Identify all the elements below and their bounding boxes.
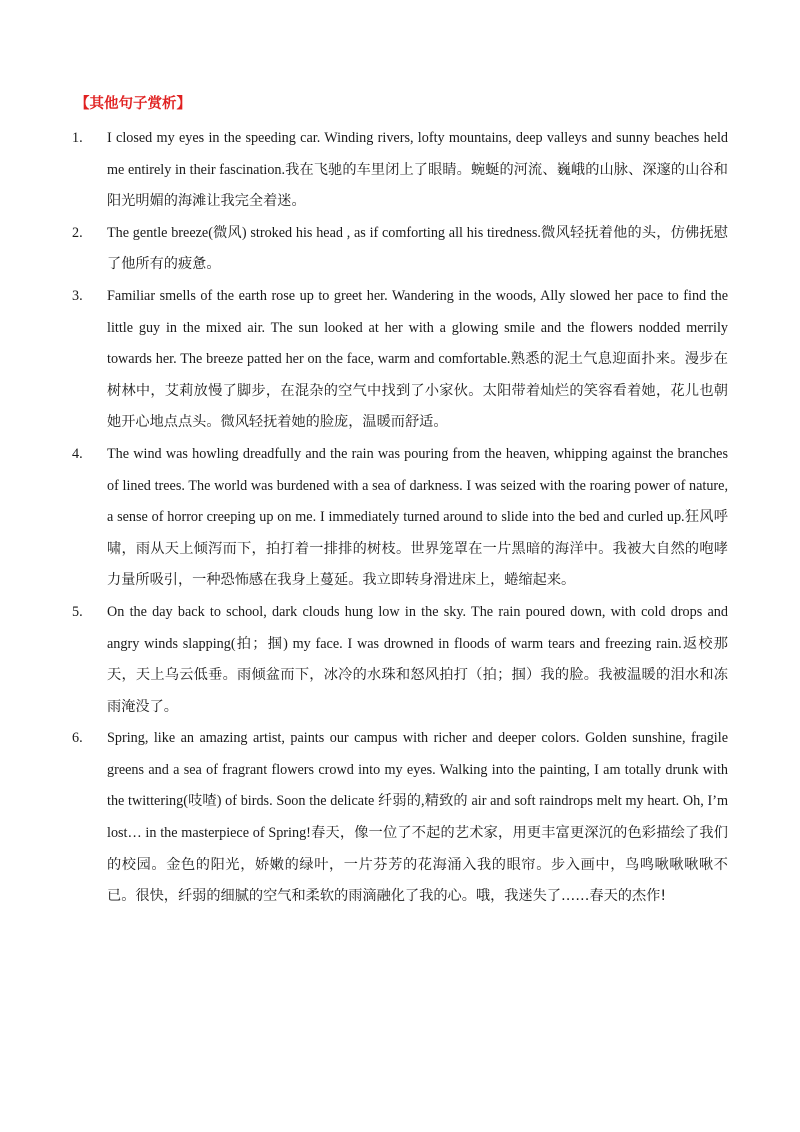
chinese-translation: 微风轻抚着他的头，仿佛抚慰了他所有的疲惫。 [107,224,728,273]
item-number: 3. [72,287,83,304]
english-sentence: On the day back to school, dark clouds hung low in the sky. The rain poured down, with cold drops and angry winds slapping(拍；掴) my face. I was drowned in floods of warm tears and freezing rain. [107,603,728,652]
item-number: 6. [72,730,83,747]
chinese-translation: 返校那天，天上乌云低垂。雨倾盆而下，冰冷的水珠和怒风拍打（拍；掴）我的脸。我被温暖的泪水和冻雨淹没了。 [107,635,728,715]
item-number: 1. [72,130,83,146]
english-sentence: Spring, like an amazing artist, paints our campus with richer and deeper colors. Golden sunshine, fragile greens and a sea of fragrant flowers crowd into my eyes. Walking into the painting, I am totally drunk with the twittering(吱喳) of birds. Soon the delicate 纤弱的,精致的 air and soft raindrops melt my heart. Oh, I’m lost… in the masterpiece of Spring! [107,730,728,842]
chinese-translation: 春天，像一位了不起的艺术家，用更丰富更深沉的色彩描绘了我们的校园。金色的阳光，娇嫩的绿叶，一片芬芳的花海涌入我的眼帘。步入画中，鸟鸣啾啾啾啾不已。很快，纤弱的细腻的空气和柔软的雨滴融化了我的心。哦，我迷失了……春天的杰作! [107,825,728,905]
english-sentence: I closed my eyes in the speeding car. Winding rivers, lofty mountains, deep valleys and sunny beaches held me entirely in their fascination. [107,130,728,178]
list-item [72,439,728,597]
item-number: 2. [72,224,83,241]
english-sentence: Familiar smells of the earth rose up to greet her. Wandering in the woods, Ally slowed her pace to find the little guy in the mixed air. The sun looked at her with a glowing smile and the flowers nodded merrily towards her. The breeze patted her on the face, warm and comfortable. [107,287,728,368]
english-sentence: The gentle breeze(微风) stroked his head , as if comforting all his tiredness. [107,224,541,241]
list-item [72,597,728,723]
section-heading: 【其他句子赏析】 [75,96,191,112]
item-number: 4. [72,445,83,462]
list-item [72,723,728,913]
chinese-translation: 熟悉的泥土气息迎面扑来。漫步在树林中，艾莉放慢了脚步，在混杂的空气中找到了小家伙。太阳带着灿烂的笑容看着她，花儿也朝她开心地点点头。微风轻抚着她的脸庞，温暖而舒适。 [107,351,728,431]
english-sentence: The wind was howling dreadfully and the rain was pouring from the heaven, whipping against the branches of lined trees. The world was burdened with a sea of darkness. I was seized with the roaring power of nature, a sense of horror creeping up on me. I immediately turned around to slide into the bed and curled up. [107,445,728,526]
list-item [72,123,728,218]
chinese-translation: 狂风呼啸，雨从天上倾泻而下，拍打着一排排的树枝。世界笼罩在一片黑暗的海洋中。我被大自然的咆哮力量所吸引，一种恐怖感在我身上蔓延。我立即转身滑进床上，蜷缩起来。 [107,509,728,589]
list-item [72,281,728,439]
item-number: 5. [72,603,83,620]
chinese-translation: 我在飞驰的车里闭上了眼睛。蜿蜒的河流、巍峨的山脉、深邃的山谷和阳光明媚的海滩让我完全着迷。 [107,161,728,210]
list-item [72,218,728,281]
sentence-list [72,123,728,913]
